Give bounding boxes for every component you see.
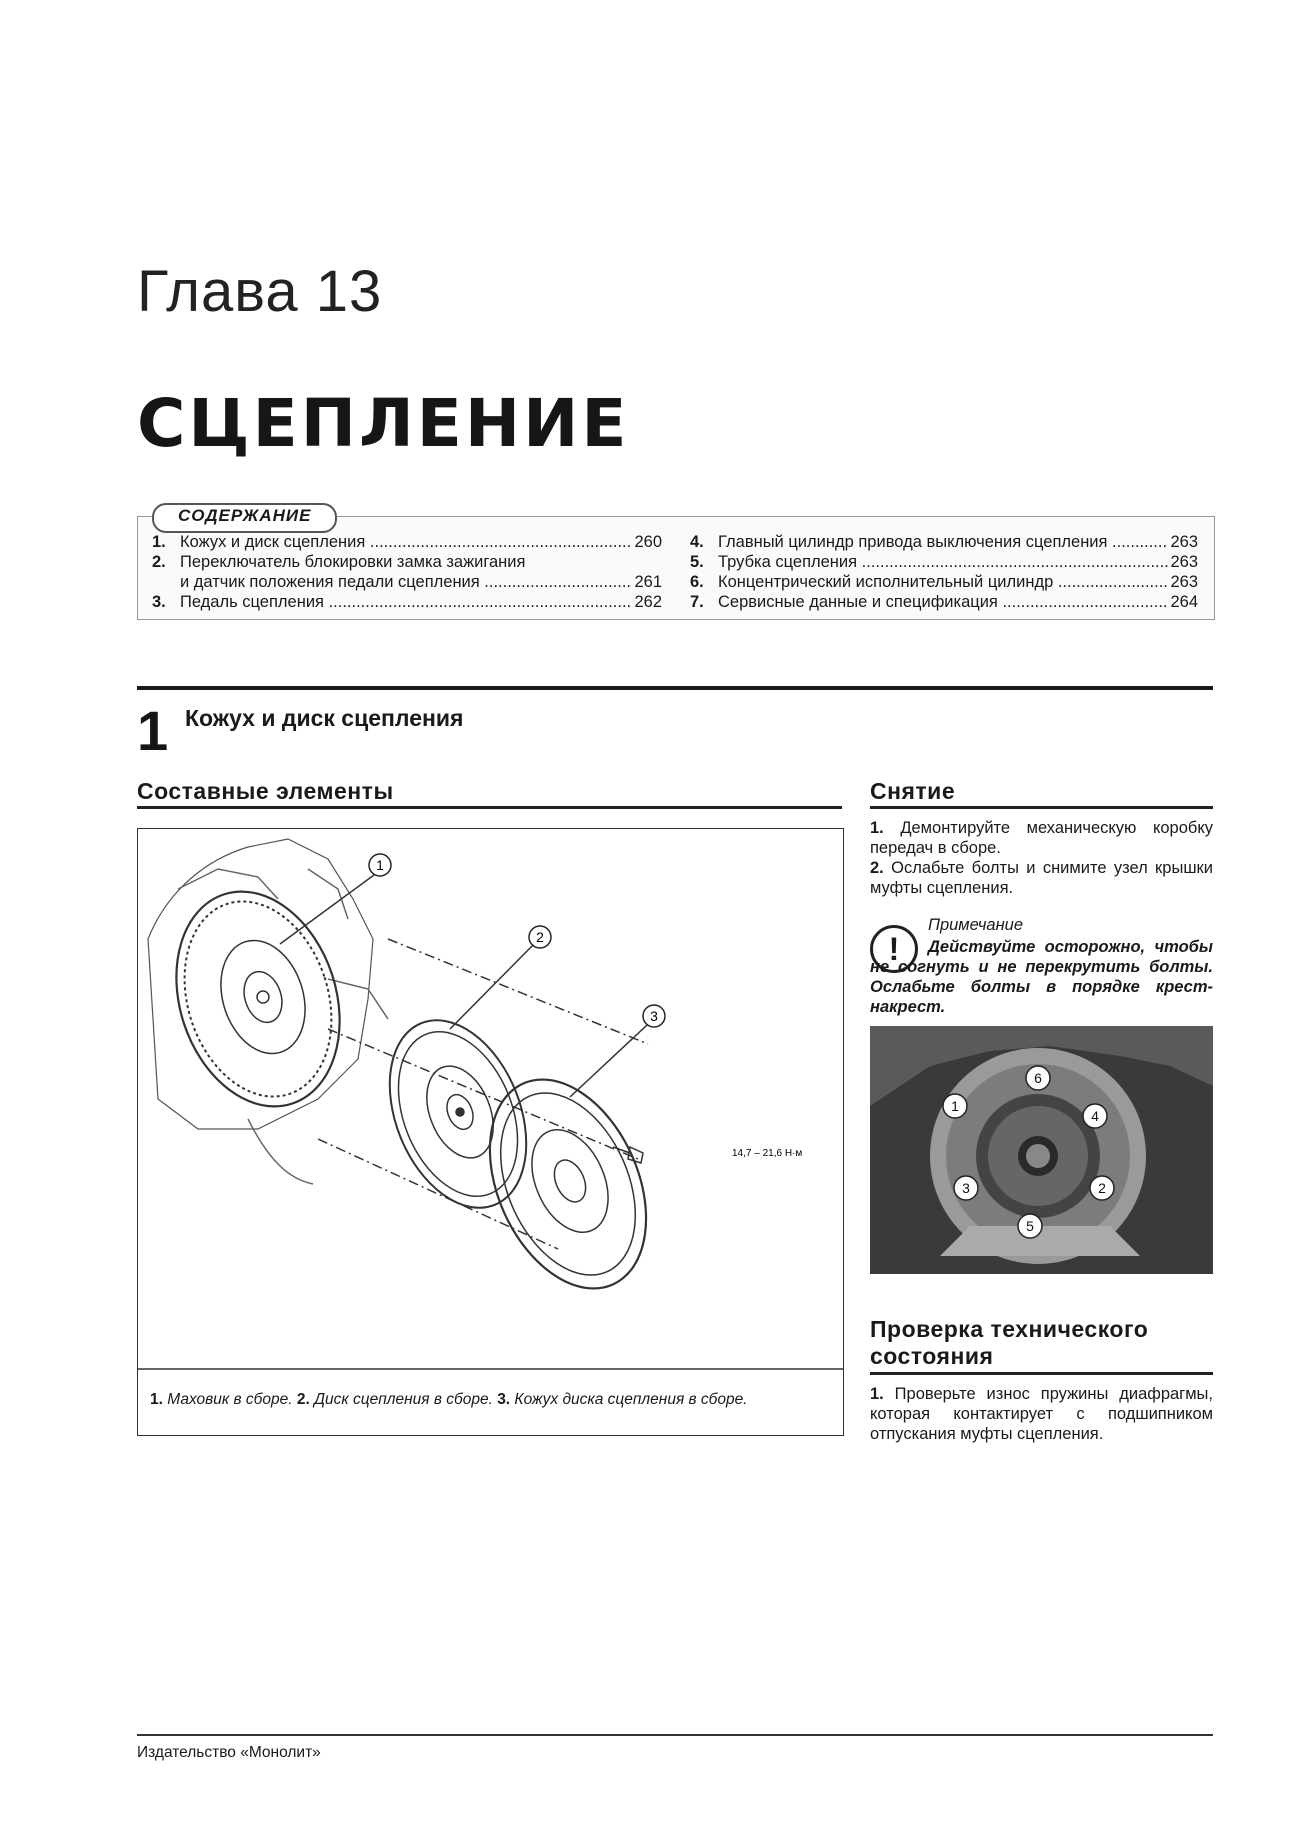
- toc-right-column: [690, 532, 1198, 612]
- bolt-sequence-photo: [870, 1026, 1213, 1274]
- components-heading: Составные элементы: [137, 778, 394, 804]
- removal-heading-rule: [870, 806, 1213, 809]
- toc-entry[interactable]: [690, 572, 1198, 592]
- toc-entry-title: Главный цилиндр привода выключения сцепления .....: [718, 532, 1168, 552]
- inspection-heading: [870, 1316, 1148, 1370]
- toc-left-column: [152, 532, 662, 612]
- bolt-marker-2: 2: [1098, 1180, 1106, 1196]
- removal-step: 2. Ослабьте болты и снимите узел крышки муфты сцепления.: [870, 859, 1213, 897]
- torque-label: 14,7 – 21,6 Н·м: [732, 1148, 803, 1159]
- note-title: Примечание: [928, 916, 1024, 934]
- toc-entry-number: 1.: [152, 533, 166, 551]
- toc-entry[interactable]: [152, 532, 662, 552]
- toc-entry-page: 261: [634, 573, 662, 591]
- callout-2: 2: [536, 929, 544, 945]
- note-body: Действуйте осторожно, чтобы не согнуть и не перекрутить болты. Ослабьте болты в порядке крест-накрест.: [870, 938, 1213, 1016]
- section-number: 1: [137, 699, 169, 762]
- toc-entry-title: Переключатель блокировки замка зажигания: [180, 553, 526, 571]
- callout-marker-group: [369, 854, 665, 1027]
- section-rule: [137, 686, 1213, 690]
- toc-entry-page: 262: [634, 593, 662, 611]
- removal-step: 1. Демонтируйте механическую коробку передач в сборе.: [870, 819, 1214, 857]
- inspection-step: 1. Проверьте износ пружины диафрагмы, которая контактирует с подшипником отпускания муфты сцепления.: [870, 1385, 1213, 1443]
- bolt-marker-4: 4: [1091, 1108, 1099, 1124]
- inspection-heading-line: состояния: [870, 1343, 994, 1369]
- bolt-marker-5: 5: [1026, 1218, 1034, 1234]
- bolt-marker-1: 1: [951, 1098, 959, 1114]
- inspection-heading-line: Проверка технического: [870, 1316, 1149, 1342]
- exploded-view-figure: [137, 828, 844, 1436]
- toc-entry-number: 3.: [152, 593, 166, 611]
- bolt-marker-6: 6: [1034, 1070, 1042, 1086]
- toc-entry-number: 6.: [690, 573, 704, 591]
- toc-entry-title: Кожух и диск сцепления .....: [180, 532, 632, 552]
- toc-entry-number: 4.: [690, 533, 704, 551]
- toc-entry-page: 260: [634, 533, 662, 551]
- toc-entry-page: 264: [1170, 593, 1198, 611]
- toc-entry[interactable]: [690, 552, 1198, 572]
- toc-entry-number: 5.: [690, 553, 704, 571]
- clutch-exploded-diagram: [138, 829, 843, 1435]
- footer-rule: [137, 1734, 1213, 1736]
- toc-entry-title: Трубка сцепления .....: [718, 552, 1168, 572]
- removal-heading: Снятие: [870, 778, 956, 804]
- toc-entry[interactable]: [152, 552, 662, 572]
- chapter-title: СЦЕПЛЕНИЕ: [137, 385, 630, 462]
- section-title: Кожух и диск сцепления: [185, 705, 464, 731]
- toc-entry[interactable]: [690, 592, 1198, 612]
- figure-caption: 1. Маховик в сборе. 2. Диск сцепления в сборе. 3. Кожух диска сцепления в сборе.: [150, 1391, 748, 1408]
- toc-entry-number: 7.: [690, 593, 704, 611]
- toc-entry-continuation[interactable]: [152, 572, 662, 592]
- callout-1: 1: [376, 857, 384, 873]
- clutch-cover-photo: [870, 1026, 1213, 1274]
- toc-entry-page: 263: [1170, 533, 1198, 551]
- toc-entry-title: Концентрический исполнительный цилиндр .....: [718, 572, 1168, 592]
- toc-entry-page: 263: [1170, 573, 1198, 591]
- toc-entry[interactable]: [690, 532, 1198, 552]
- toc-entry-title: Педаль сцепления .....: [180, 592, 632, 612]
- toc-entry-page: 263: [1170, 553, 1198, 571]
- chapter-label: Глава 13: [137, 259, 383, 324]
- bolt-marker-3: 3: [962, 1180, 970, 1196]
- toc-entry-number: 2.: [152, 553, 166, 571]
- warning-icon: !: [870, 925, 918, 973]
- footer-publisher: Издательство «Монолит»: [137, 1744, 321, 1761]
- toc-heading: СОДЕРЖАНИЕ: [152, 503, 337, 533]
- components-heading-rule: [137, 806, 842, 809]
- toc-entry-title: Сервисные данные и спецификация .....: [718, 592, 1168, 612]
- callout-3: 3: [650, 1008, 658, 1024]
- toc-entry-title: и датчик положения педали сцепления .....: [180, 572, 632, 592]
- toc-entry[interactable]: [152, 592, 662, 612]
- inspection-heading-rule: [870, 1372, 1213, 1375]
